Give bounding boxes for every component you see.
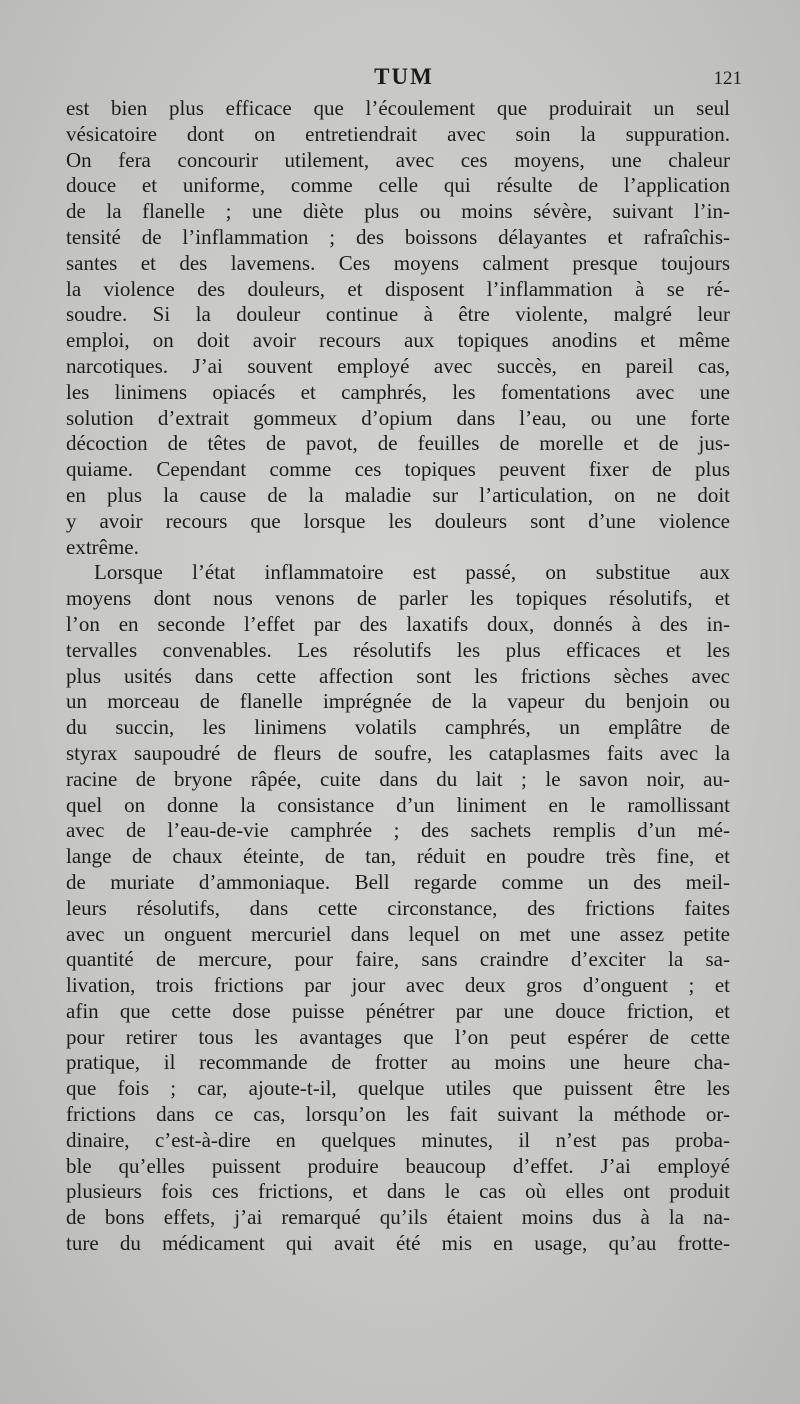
text-line: quiame. Cependant comme ces topiques peuvent fixer de plus (66, 457, 730, 482)
text-line: de la flanelle ; une diète plus ou moins sévère, suivant l’in- (66, 199, 730, 224)
text-line: de bons effets, j’ai remarqué qu’ils étaient moins dus à la na- (66, 1205, 730, 1230)
text-line: est bien plus efficace que l’écoulement que produirait un seul (66, 96, 730, 120)
text-line: en plus la cause de la maladie sur l’articulation, on ne doit (66, 482, 730, 507)
running-head: TUM (374, 64, 434, 89)
text-line: emploi, on doit avoir recours aux topiques anodins et même (66, 328, 730, 353)
text-line: leurs résolutifs, dans cette circonstance, des frictions faites (66, 895, 730, 920)
text-line: l’on en seconde l’effet par des laxatifs doux, donnés à des in- (66, 611, 730, 636)
text-line: tervalles convenables. Les résolutifs les plus efficaces et les (66, 637, 730, 662)
text-line: frictions dans ce cas, lorsqu’on les fait suivant la méthode or- (66, 1102, 730, 1127)
text-line: avec un onguent mercuriel dans lequel on met une assez petite (66, 921, 730, 946)
text-line: douce et uniforme, comme celle qui résulte de l’application (66, 173, 730, 198)
text-line: quantité de mercure, pour faire, sans craindre d’exciter la sa- (66, 947, 730, 972)
text-line: la violence des douleurs, et disposent l’inflammation à se ré- (66, 276, 730, 301)
text-line: afin que cette dose puisse pénétrer par une douce friction, et (66, 998, 730, 1023)
text-line: plusieurs fois ces frictions, et dans le cas où elles ont produit (66, 1179, 730, 1204)
text-line: un morceau de flanelle imprégnée de la vapeur du benjoin ou (66, 689, 730, 714)
text-line: dinaire, c’est-à-dire en quelques minutes, il n’est pas proba- (66, 1127, 730, 1152)
text-line: santes et des lavemens. Ces moyens calment presque toujours (66, 250, 730, 275)
text-line: avec de l’eau-de-vie camphrée ; des sachets remplis d’un mé- (66, 818, 730, 843)
text-line: On fera concourir utilement, avec ces moyens, une chaleur (66, 147, 730, 172)
paragraph-2 (66, 560, 730, 1257)
text-line: extrême. (66, 534, 139, 559)
text-line: ble qu’elles puissent produire beaucoup d’effet. J’ai employé (66, 1153, 730, 1178)
text-line: plus usités dans cette affection sont les frictions sèches avec (66, 663, 730, 688)
text-line: Lorsque l’état inflammatoire est passé, on substitue aux (94, 560, 730, 585)
text-line: moyens dont nous venons de parler les topiques résolutifs, et (66, 586, 730, 611)
text-line: lange de chaux éteinte, de tan, réduit en poudre très fine, et (66, 844, 730, 869)
page-number: 121 (713, 68, 742, 89)
page-header (66, 64, 742, 94)
text-line: pour retirer tous les avantages que l’on peut espérer de cette (66, 1024, 730, 1049)
text-line: solution d’extrait gommeux d’opium dans l’eau, ou une forte (66, 405, 730, 430)
text-line: les linimens opiacés et camphrés, les fomentations avec une (66, 379, 730, 404)
text-line: y avoir recours que lorsque les douleurs sont d’une violence (66, 508, 730, 533)
text-line: ture du médicament qui avait été mis en usage, qu’au frotte- (66, 1231, 730, 1256)
text-line: vésicatoire dont on entretiendrait avec soin la suppuration. (66, 121, 730, 146)
text-line: tensité de l’inflammation ; des boissons délayantes et rafraîchis- (66, 224, 730, 249)
text-line: soudre. Si la douleur continue à être violente, malgré leur (66, 302, 730, 327)
text-line: décoction de têtes de pavot, de feuilles de morelle et de jus- (66, 431, 730, 456)
text-line: pratique, il recommande de frotter au moins une heure cha- (66, 1050, 730, 1075)
body-text (66, 96, 730, 1257)
text-line: livation, trois frictions par jour avec deux gros d’onguent ; et (66, 973, 730, 998)
text-line: du succin, les linimens volatils camphrés, un emplâtre de (66, 715, 730, 740)
text-line: styrax saupoudré de fleurs de soufre, les cataplasmes faits avec la (66, 740, 730, 765)
paragraph-1 (66, 96, 730, 560)
text-line: que fois ; car, ajoute-t-il, quelque utiles que puissent être les (66, 1076, 730, 1101)
text-line: de muriate d’ammoniaque. Bell regarde comme un des meil- (66, 869, 730, 894)
text-line: narcotiques. J’ai souvent employé avec succès, en pareil cas, (66, 353, 730, 378)
text-line: racine de bryone râpée, cuite dans du lait ; le savon noir, au- (66, 766, 730, 791)
text-line: quel on donne la consistance d’un liniment en le ramollissant (66, 792, 730, 817)
